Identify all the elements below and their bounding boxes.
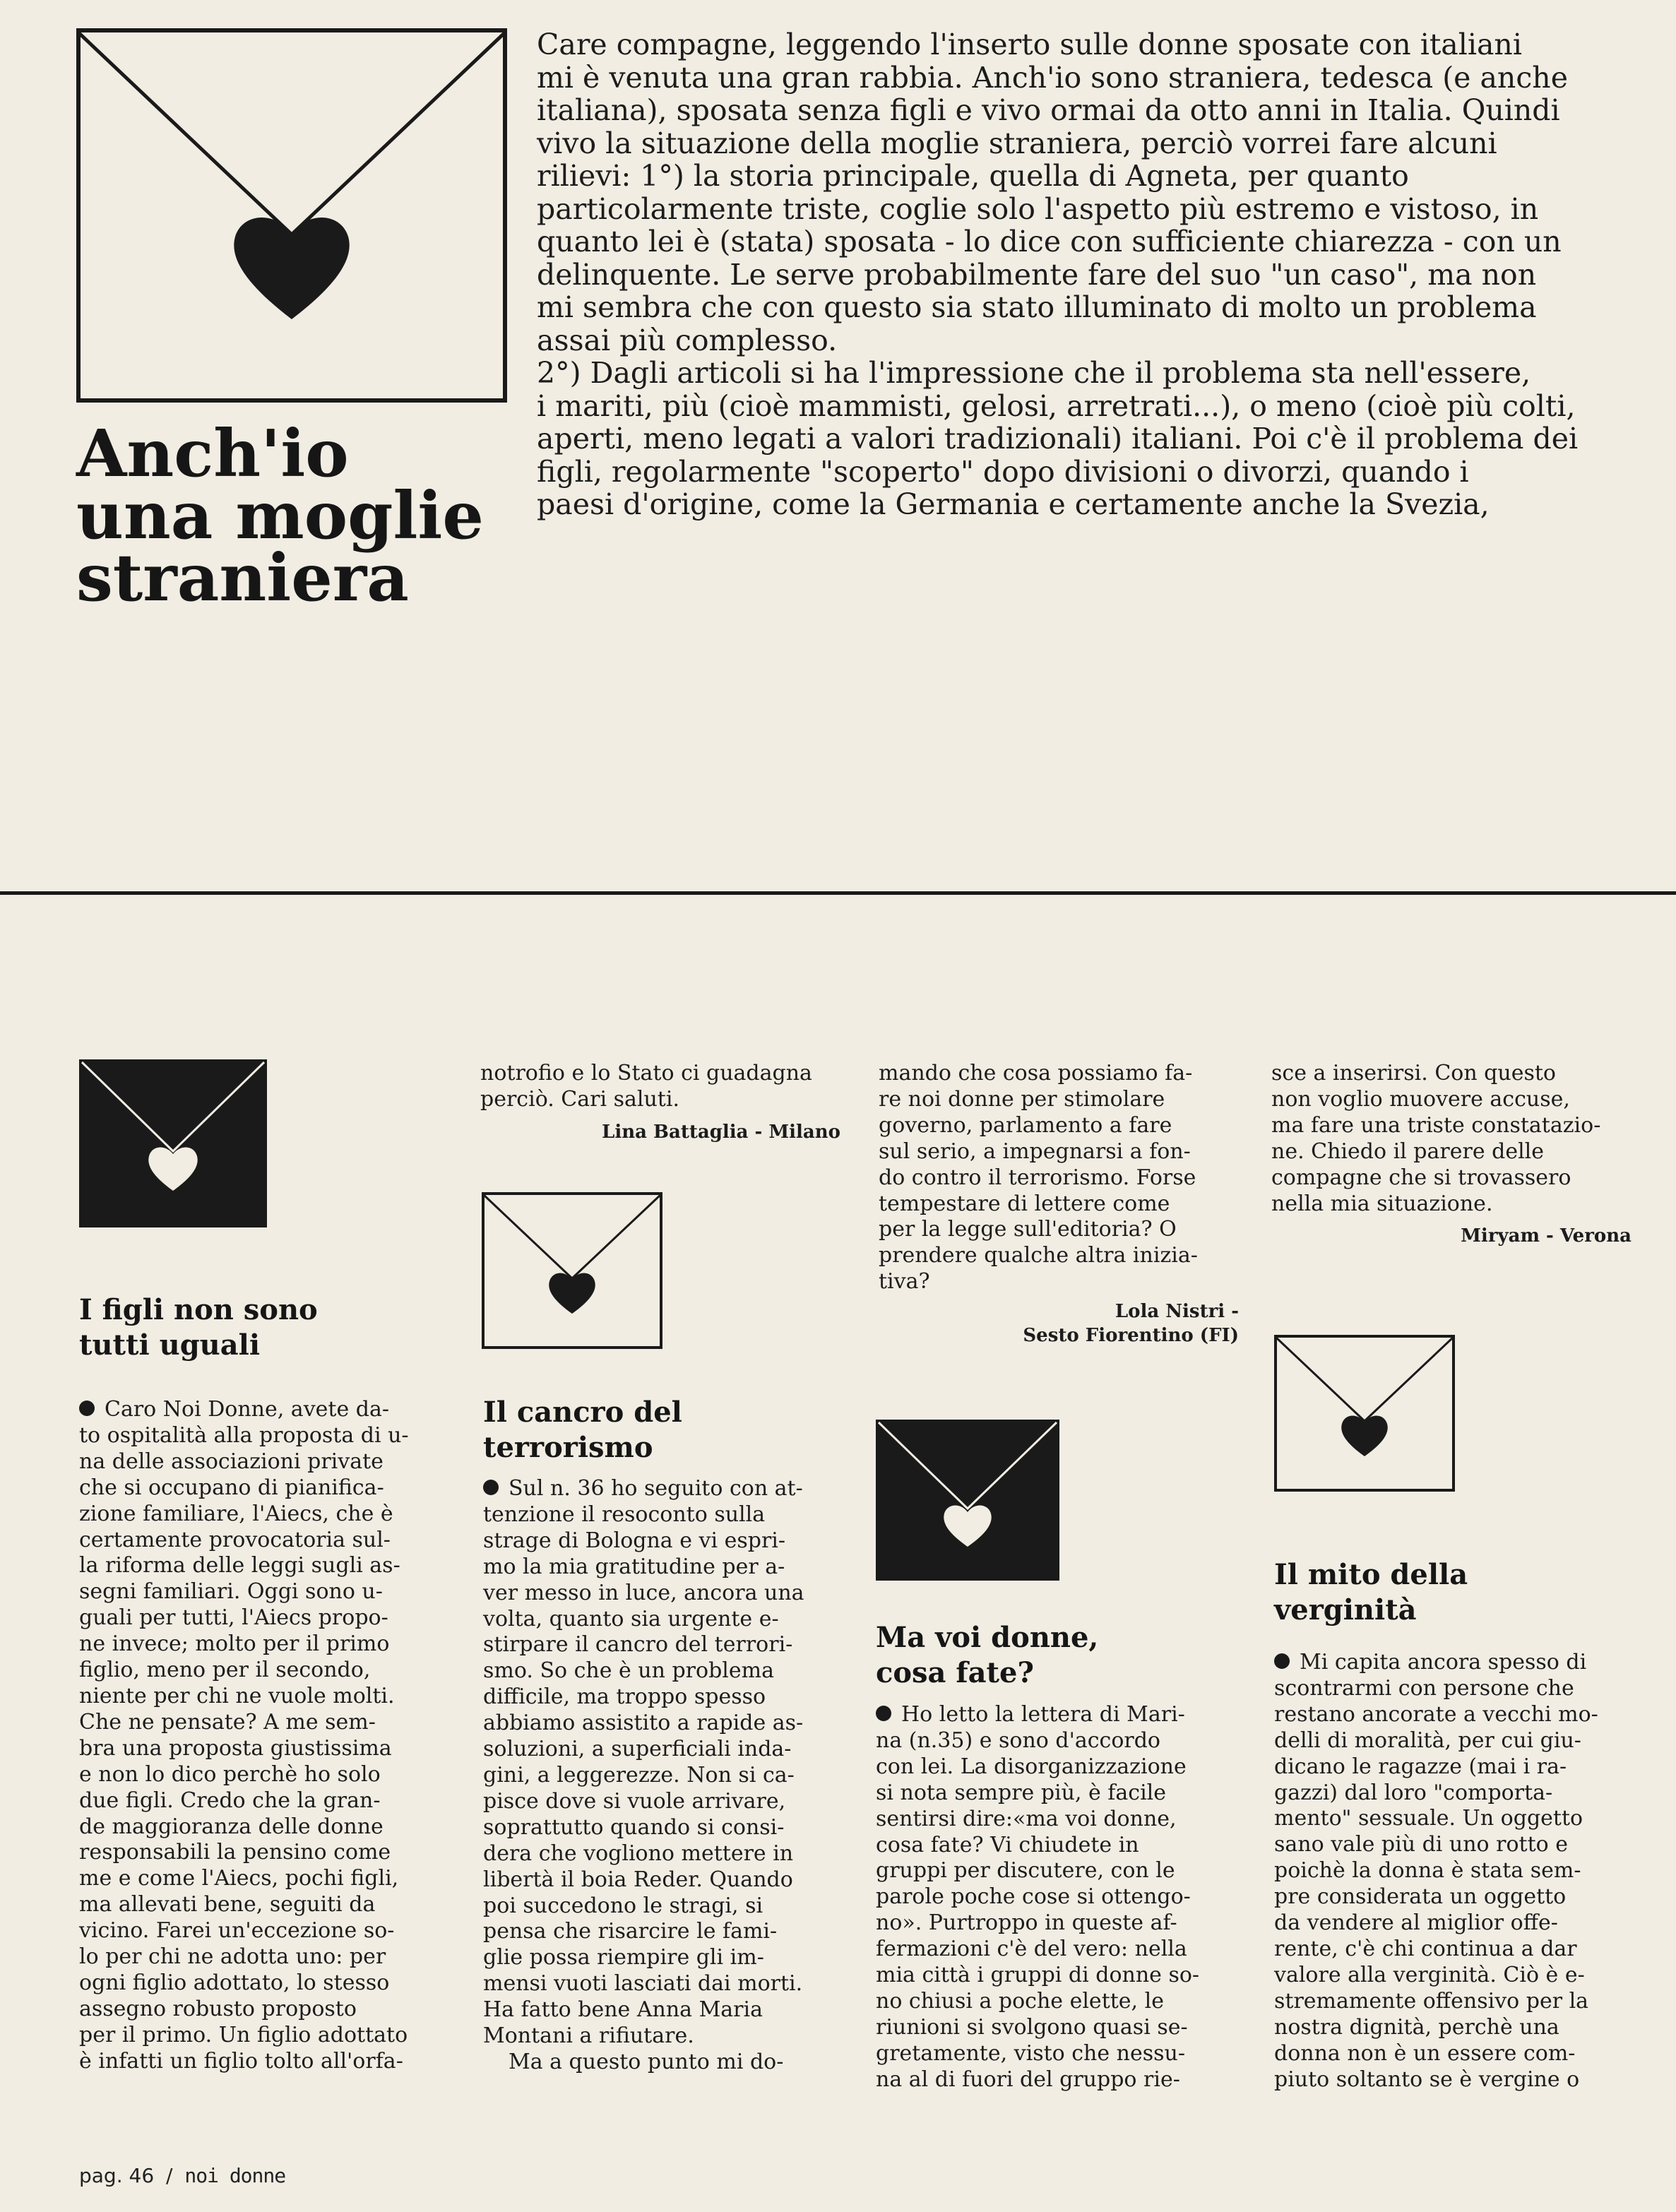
letter-cancro-continuation [879,1061,1239,1348]
text-line: pensa che risarcire le fami- [483,1919,778,1944]
text-line: na (n.35) e sono d'accordo [876,1728,1160,1753]
text-line: mi sembra che con questo sia stato illuminato di molto un problema [537,290,1537,324]
text-line: gazzi) dal loro "comporta- [1274,1780,1553,1805]
title-line: una moglie [76,477,484,554]
footer-separator: / [166,2164,173,2187]
text-line: mia città i gruppi di donne so- [876,1963,1200,1988]
text-line: paesi d'origine, come la Germania e certamente anche la Svezia, [537,487,1490,521]
text-line: 2°) Dagli articoli si ha l'impressione che il problema sta nell'essere, [537,356,1531,390]
text-line: e non lo dico perchè ho solo [79,1761,381,1787]
letter-figli-body [79,1397,446,2075]
text-line: rente, c'è chi continua a dar [1274,1936,1577,1961]
bullet-icon [876,1706,891,1721]
text-line: delli di moralità, per cui giu- [1274,1728,1581,1753]
text-line: tempestare di lettere come [879,1191,1170,1216]
text-line: perciò. Cari saluti. [480,1086,679,1112]
text-line: restano ancorate a vecchi mo- [1274,1701,1598,1727]
text-line: dera che vogliono mettere in [483,1841,794,1866]
heading-line: Il cancro del [483,1396,682,1429]
letter-figli-heading [79,1292,460,1363]
signature: Lola Nistri - [1115,1301,1239,1323]
text-line: Mi capita ancora spesso di [1274,1650,1634,1676]
text-line: assai più complesso. [537,323,838,357]
text-line: poichè la donna è stata sem- [1274,1858,1581,1884]
text-line: certamente provocatoria sul- [79,1527,391,1552]
heading-line: Ma voi donne, [876,1621,1099,1654]
text-line: parole poche cose si ottengo- [876,1884,1191,1910]
text-line: tenzione il resoconto sulla [483,1502,766,1527]
text-line: mensi vuoti lasciati dai morti. [483,1971,803,1997]
text-line: strage di Bologna e vi espri- [483,1528,786,1553]
text-line: la riforma delle leggi sugli as- [79,1553,400,1578]
letter-cancro-heading [483,1395,843,1465]
text-line: soprattutto quando si consi- [483,1814,785,1840]
text-line: bra una proposta giustissima [79,1735,392,1761]
text-line: responsabili la pensino come [79,1840,391,1865]
signature: Lina Battaglia - Milano [602,1121,840,1143]
main-letter-body [537,28,1667,521]
text-line: da vendere al miglior offe- [1274,1910,1558,1936]
envelope-heart-filled-icon [79,1059,267,1227]
text-line: piuto soltanto se è vergine o [1274,2067,1580,2092]
text-line: ma fare una triste constatazio- [1271,1112,1601,1138]
title-line: Anch'io [76,415,349,492]
text-line: pre considerata un oggetto [1274,1884,1567,1910]
text-line: che si occupano di pianifica- [79,1475,384,1500]
heading-line: tutti uguali [79,1328,261,1362]
title-line: straniera [76,540,409,616]
letter-mito-body [1274,1650,1634,2093]
text-line: aperti, meno legati a valori tradizionali) italiani. Poi c'è il problema dei [537,422,1579,456]
text-line: abbiamo assistito a rapide as- [483,1711,804,1736]
text-line: libertà il boia Reder. Quando [483,1867,793,1892]
text-line: mi è venuta una gran rabbia. Anch'io sono straniera, tedesca (e anche [537,60,1568,95]
text-line: niente per chi ne vuole molti. [79,1683,395,1708]
text-line: ogni figlio adottato, lo stesso [79,1970,390,1995]
text-line: glie possa riempire gli im- [483,1945,764,1970]
text-line: tiva? [879,1269,930,1295]
text-line: valore alla verginità. Ciò è e- [1274,1962,1585,1987]
text-line: con lei. La disorganizzazione [876,1754,1187,1779]
text-line: rilievi: 1°) la storia principale, quella di Agneta, per quanto [537,159,1409,193]
text-line: scontrarmi con persone che [1274,1675,1574,1701]
text-line: non voglio muovere accuse, [1271,1086,1570,1112]
text-line: zione familiare, l'Aiecs, che è [79,1501,393,1526]
text-line: sce a inserirsi. Con questo [1271,1061,1556,1086]
text-line: to ospitalità alla proposta di u- [79,1422,409,1448]
text-line: Caro Noi Donne, avete da- [79,1397,446,1423]
text-line: do contro il terrorismo. Forse [879,1165,1196,1190]
text-line: re noi donne per stimolare [879,1086,1165,1112]
text-line: delinquente. Le serve probabilmente fare del suo "un caso", ma non [537,257,1537,292]
text-line: ver messo in luce, ancora una [483,1580,804,1605]
heading-line: terrorismo [483,1431,653,1464]
text-line: compagne che si trovassero [1271,1165,1571,1190]
text-line: Ha fatto bene Anna Maria [483,1997,763,2023]
letter-figli-continuation [480,1061,840,1144]
text-line: mo la mia gratitudine per a- [483,1554,785,1579]
letter-donne-body [876,1702,1236,2093]
text-line: i mariti, più (cioè mammisti, gelosi, arretrati...), o meno (cioè più colti, [537,388,1576,423]
bullet-icon [483,1480,499,1495]
envelope-heart-icon [1274,1335,1455,1492]
text-line: pisce dove si vuole arrivare, [483,1788,786,1814]
signature: Sesto Fiorentino (FI) [1023,1325,1239,1347]
heading-line: I figli non sono [79,1293,318,1326]
text-line: vivo la situazione della moglie straniera, perciò vorrei fare alcuni [537,126,1497,160]
text-line: particolarmente triste, coglie solo l'aspetto più estremo e vistoso, in [537,191,1539,226]
letter-donne-heading [876,1620,1236,1691]
text-line: segni familiari. Oggi sono u- [79,1579,383,1605]
text-line: gretamente, visto che nessu- [876,2040,1185,2066]
text-line: na al di fuori del gruppo rie- [876,2067,1180,2092]
text-line: ma allevati bene, seguiti da [79,1892,376,1917]
text-line: Sul n. 36 ho seguito con at- [483,1476,843,1502]
main-letter-title [76,415,514,616]
heading-line: verginità [1274,1593,1417,1627]
text-line: difficile, ma troppo spesso [483,1684,766,1710]
text-line: italiana), sposata senza figli e vivo ormai da otto anni in Italia. Quindi [537,93,1560,127]
text-line: sano vale più di uno rotto e [1274,1832,1569,1857]
letter-cancro-body [483,1476,843,2076]
text-line: nostra dignità, perchè una [1274,2014,1559,2040]
text-line: figli, regolarmente "scoperto" dopo divisioni o divorzi, quando i [537,454,1469,489]
signature: Miryam - Verona [1461,1225,1632,1247]
text-line: prendere qualche altra inizia- [879,1243,1198,1268]
text-line: per la legge sull'editoria? O [879,1217,1177,1242]
text-line: soluzioni, a superficiali inda- [483,1737,792,1762]
text-line: notrofio e lo Stato ci guadagna [480,1061,812,1086]
text-line: ne invece; molto per il primo [79,1631,390,1657]
page-footer [79,2164,285,2187]
text-line: smo. So che è un problema [483,1658,774,1684]
text-line: sentirsi dire:«ma voi donne, [876,1806,1177,1831]
envelope-heart-filled-icon [876,1420,1059,1581]
text-line: poi succedono le stragi, si [483,1893,763,1918]
text-line: stremamente offensivo per la [1274,1988,1589,2014]
text-line: mento" sessuale. Un oggetto [1274,1806,1583,1831]
text-line: Care compagne, leggendo l'inserto sulle donne sposate con italiani [537,28,1522,61]
heading-line: cosa fate? [876,1656,1034,1689]
text-line: volta, quanto sia urgente e- [483,1606,779,1631]
page-number: pag. 46 [79,2164,155,2187]
text-line: Che ne pensate? A me sem- [79,1709,376,1735]
magazine-name: noi donne [184,2164,286,2187]
text-line: de maggioranza delle donne [79,1814,384,1839]
text-line: governo, parlamento a fare [879,1112,1172,1138]
letter-mito-heading [1274,1557,1634,1628]
text-line: lo per chi ne adotta uno: per [79,1944,386,1970]
text-line: nella mia situazione. [1271,1191,1493,1216]
section-divider [0,891,1676,895]
bullet-icon [79,1401,95,1416]
text-line: gruppi per discutere, con le [876,1858,1175,1884]
text-line: due figli. Credo che la gran- [79,1788,381,1813]
letter-donne-continuation [1271,1061,1632,1248]
text-line: vicino. Farei un'eccezione so- [79,1918,395,1944]
text-line: Ho letto la lettera di Mari- [876,1702,1236,1728]
text-line: no chiusi a poche elette, le [876,1988,1164,2014]
text-line: dicano le ragazze (mai i ra- [1274,1754,1567,1779]
text-line: assegno robusto proposto [79,1996,357,2021]
text-line: mando che cosa possiamo fa- [879,1061,1193,1086]
text-line: na delle associazioni private [79,1449,384,1474]
text-line: Ma a questo punto mi do- [509,2049,784,2074]
heading-line: Il mito della [1274,1558,1468,1591]
text-line: guali per tutti, l'Aiecs propo- [79,1605,388,1631]
bullet-icon [1274,1653,1290,1669]
text-line: me e come l'Aiecs, pochi figli, [79,1866,399,1891]
text-line: figlio, meno per il secondo, [79,1658,371,1683]
text-line: no». Purtroppo in queste af- [876,1910,1177,1936]
text-line: riunioni si svolgono quasi se- [876,2014,1188,2040]
text-line: sul serio, a impegnarsi a fon- [879,1138,1191,1164]
text-line: stirpare il cancro del terrori- [483,1632,793,1658]
envelope-heart-icon [76,28,507,403]
text-line: gini, a leggerezze. Non si ca- [483,1762,795,1788]
text-line: fermazioni c'è del vero: nella [876,1937,1187,1962]
text-line: è infatti un figlio tolto all'orfa- [79,2048,403,2074]
text-line: si nota sempre più, è facile [876,1780,1167,1805]
text-line: per il primo. Un figlio adottato [79,2022,408,2047]
text-line: cosa fate? Vi chiudete in [876,1832,1139,1857]
text-line: ne. Chiedo il parere delle [1271,1138,1545,1164]
text-line: Montani a rifiutare. [483,2023,694,2049]
text-line: quanto lei è (stata) sposata - lo dice con sufficiente chiarezza - con un [537,225,1562,258]
envelope-heart-icon [482,1192,662,1349]
text-line: donna non è un essere com- [1274,2040,1576,2066]
